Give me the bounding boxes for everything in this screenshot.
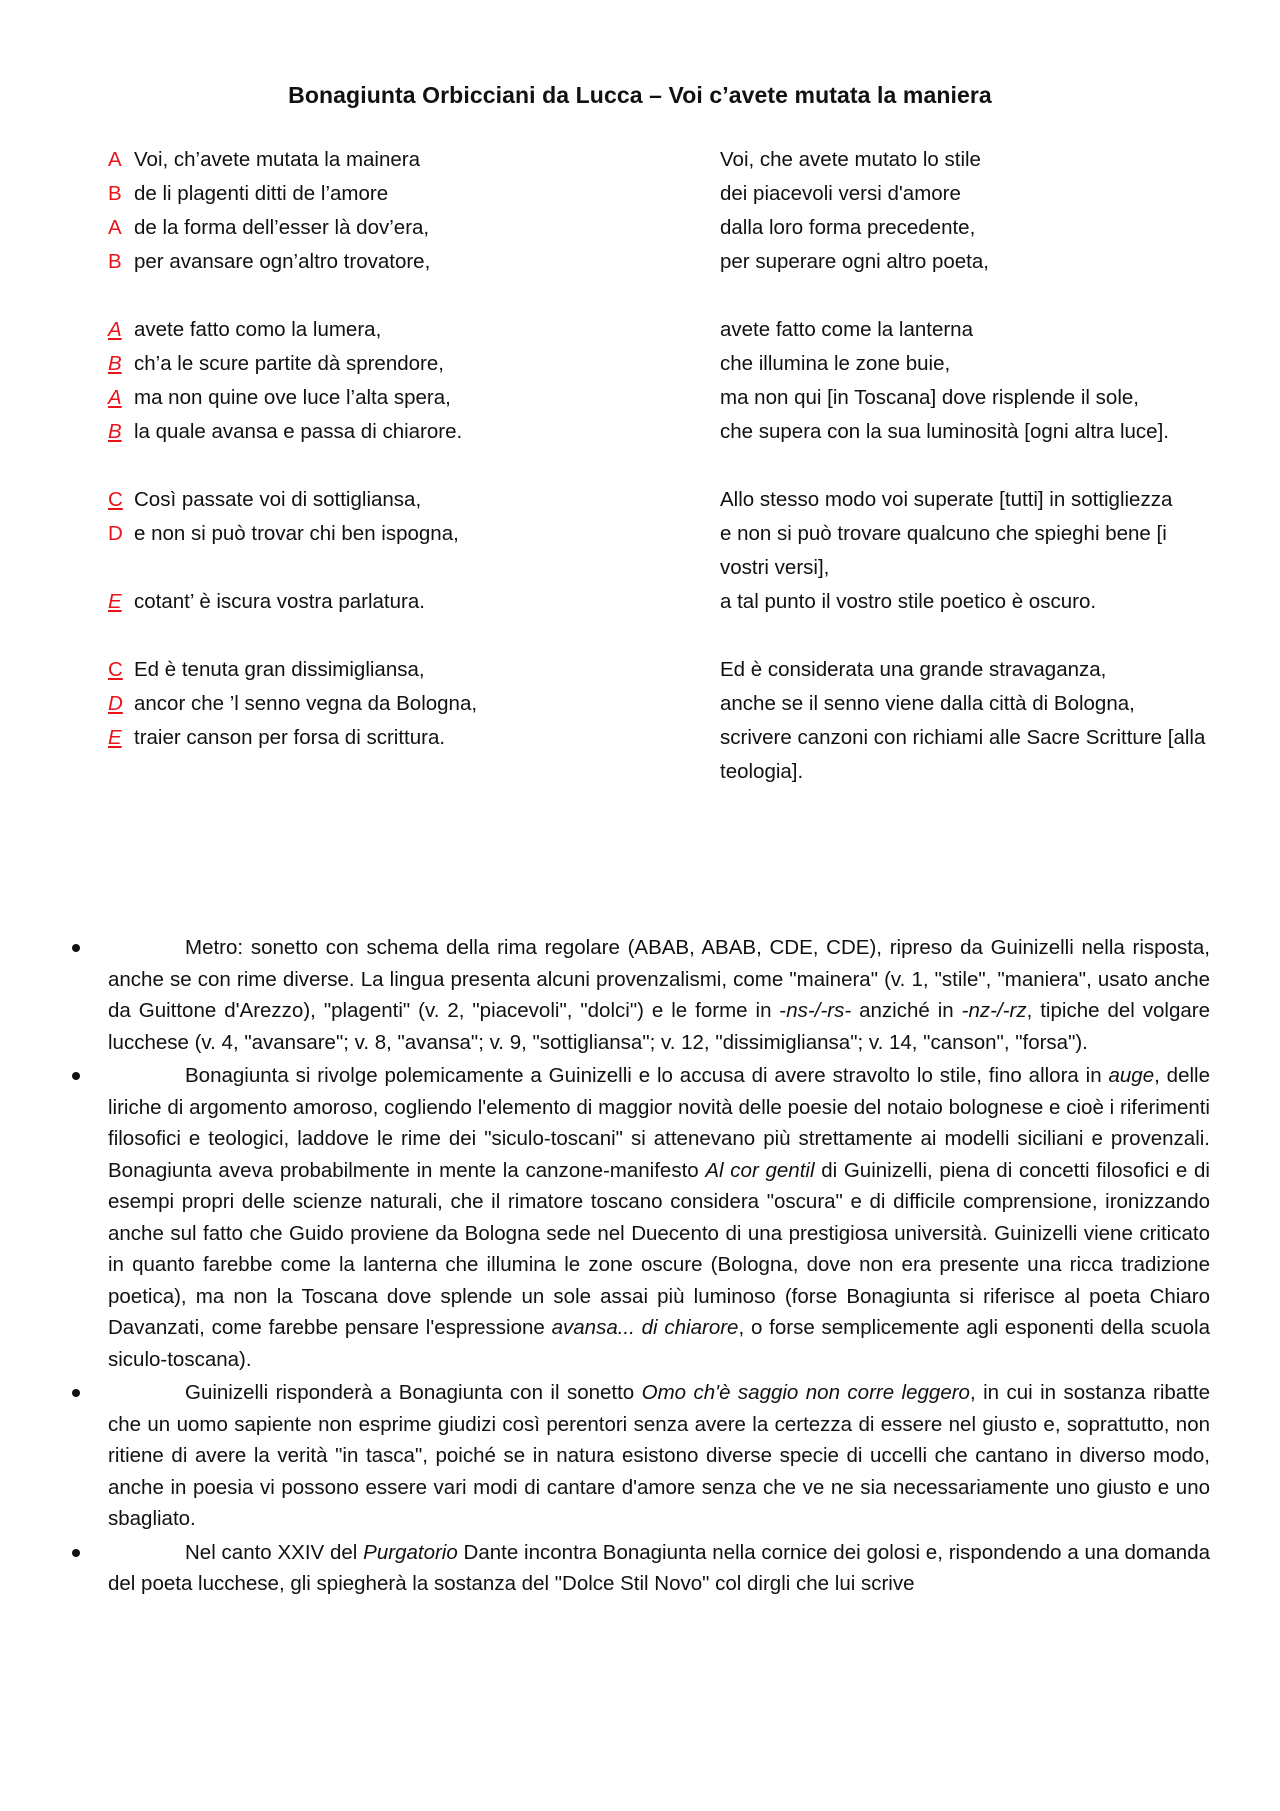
translation-line: per superare ogni altro poeta,: [720, 250, 989, 273]
verse-line: [108, 313, 720, 347]
rhyme-label: A: [108, 318, 122, 341]
verse-text: de li plagenti ditti de l’amore: [134, 182, 389, 205]
rhyme-label: A: [108, 386, 122, 409]
commentary-item: [72, 932, 1210, 1058]
document-title: Bonagiunta Orbicciani da Lucca – Voi c’avete mutata la maniera: [288, 82, 992, 108]
translation-line: a tal punto il vostro stile poetico è oscuro.: [720, 590, 1097, 613]
verse-text: e non si può trovar chi ben ispogna,: [134, 522, 459, 545]
translation-line: avete fatto come la lanterna: [720, 318, 973, 341]
translation-column: [720, 653, 1218, 789]
translation-line: dalla loro forma precedente,: [720, 216, 976, 239]
translation-line: dei piacevoli versi d'amore: [720, 182, 961, 205]
stanza-3: [108, 483, 1218, 619]
translation-line: che supera con la sua luminosità [ogni altra luce].: [720, 420, 1169, 443]
verse-text: avete fatto como la lumera,: [134, 318, 382, 341]
translation-line: scrivere canzoni con richiami alle Sacre Scritture [alla teologia].: [720, 726, 1206, 783]
stanza-1: [108, 143, 1218, 279]
verse-line: [108, 585, 720, 619]
translation-line: che illumina le zone buie,: [720, 352, 951, 375]
rhyme-label: D: [108, 692, 123, 715]
stanza-2: [108, 313, 1218, 449]
commentary-paragraph: Nel canto XXIV del Purgatorio Dante incontra Bonagiunta nella cornice dei golosi e, rispondendo a una domanda del poeta lucchese, gli spiegherà la sostanza del "Dolce Stil Novo" col dirgli che lui scrive: [108, 1540, 1211, 1595]
bullet-icon: [72, 1072, 80, 1080]
commentary-item: [72, 1377, 1210, 1535]
commentary-paragraph: Bonagiunta si rivolge polemicamente a Guinizelli e lo accusa di avere stravolto lo stile, fino allora in auge, delle liriche di argomento amoroso, cogliendo l'elemento di maggior novità delle poesie del notaio bolognese e cioè i riferimenti filosofici e teologici, laddove le rime dei "siculo-toscani" si attenevano più strettamente ai modelli siciliani e provenzali. Bonagiunta aveva probabilmente in mente la canzone-manifesto Al cor gentil di Guinizelli, piena di concetti filosofici e di esempi propri delle scienze naturali, che il rimatore toscano considera "oscura" e di difficile comprensione, ironizzando anche sul fatto che Guido proviene da Bologna sede nel Duecento di una prestigiosa università. Guinizelli viene criticato in quanto farebbe come la lanterna che illumina le zone oscure (Bologna, dove non era presente una ricca tradizione poetica), ma non la Toscana dove splende un sole assai più luminoso (forse Bonagiunta si riferisce al poeta Chiaro Davanzati, come farebbe pensare l'espressione avansa... di chiarore, o forse semplicemente agli esponenti della scuola siculo-toscana).: [108, 1064, 1211, 1371]
rhyme-label: E: [108, 590, 122, 613]
verse-row: [108, 585, 1218, 619]
translation-line: Allo stesso modo voi superate [tutti] in sottigliezza: [720, 488, 1173, 511]
translation-column: [720, 313, 1218, 449]
original-column: [108, 313, 720, 449]
verse-row: [108, 483, 1218, 517]
verse-text: ch’a le scure partite dà sprendore,: [134, 352, 444, 375]
translation-line: anche se il senno viene dalla città di Bologna,: [720, 692, 1135, 715]
translation-line: e non si può trovare qualcuno che spieghi bene [i vostri versi],: [720, 522, 1167, 579]
rhyme-label: B: [108, 352, 122, 375]
rhyme-label: D: [108, 522, 123, 545]
verse-line: [108, 653, 720, 687]
verse-text: de la forma dell’esser là dov’era,: [134, 216, 430, 239]
stanza-4: [108, 653, 1218, 789]
verse-text: cotant’ è iscura vostra parlatura.: [134, 590, 425, 613]
verse-text: ancor che ’l senno vegna da Bologna,: [134, 692, 478, 715]
verse-line: [108, 211, 720, 245]
verse-line: [108, 245, 720, 279]
rhyme-label: A: [108, 216, 122, 239]
verse-text: Ed è tenuta gran dissimigliansa,: [134, 658, 425, 681]
bullet-icon: [72, 1549, 80, 1557]
rhyme-label: B: [108, 420, 122, 443]
commentary-list: [72, 932, 1210, 1602]
verse-line: [108, 415, 720, 449]
verse-text: per avansare ogn’altro trovatore,: [134, 250, 431, 273]
original-column: [108, 143, 720, 279]
verse-line: [108, 687, 720, 721]
rhyme-label: E: [108, 726, 122, 749]
translation-column: [720, 143, 1218, 279]
verse-line: [108, 143, 720, 177]
verse-line: [108, 381, 720, 415]
verse-text: Così passate voi di sottigliansa,: [134, 488, 422, 511]
rhyme-label: B: [108, 182, 122, 205]
verse-line: [108, 177, 720, 211]
rhyme-label: B: [108, 250, 122, 273]
translation-line: ma non qui [in Toscana] dove risplende il sole,: [720, 386, 1139, 409]
bullet-icon: [72, 944, 80, 952]
commentary-paragraph: Metro: sonetto con schema della rima regolare (ABAB, ABAB, CDE, CDE), ripreso da Guinizelli nella risposta, anche se con rime diverse. La lingua presenta alcuni provenzalismi, come "mainera" (v. 1, "stile", "maniera", usato anche da Guittone d'Arezzo), "plagenti" (v. 2, "piacevoli", "dolci") e le forme in -ns-/-rs- anziché in -nz-/-rz, tipiche del volgare lucchese (v. 4, "avansare"; v. 8, "avansa"; v. 9, "sottigliansa"; v. 12, "dissimigliansa"; v. 14, "canson", "forsa").: [108, 936, 1210, 1054]
verse-line: [108, 347, 720, 381]
bullet-icon: [72, 1389, 80, 1397]
original-column: [108, 653, 720, 789]
commentary-item: [72, 1060, 1210, 1375]
commentary-item: [72, 1537, 1210, 1600]
verse-line: [108, 517, 720, 551]
rhyme-label: C: [108, 488, 123, 511]
verse-text: Voi, ch’avete mutata la mainera: [134, 148, 421, 171]
translation-line: Ed è considerata una grande stravaganza,: [720, 658, 1107, 681]
verse-text: ma non quine ove luce l’alta spera,: [134, 386, 451, 409]
rhyme-label: C: [108, 658, 123, 681]
verse-text: traier canson per forsa di scrittura.: [134, 726, 446, 749]
poem-table: [108, 143, 1218, 823]
verse-row: [108, 517, 1218, 585]
rhyme-label: A: [108, 148, 122, 171]
commentary-paragraph: Guinizelli risponderà a Bonagiunta con il sonetto Omo ch'è saggio non corre leggero, in cui in sostanza ribatte che un uomo sapiente non esprime giudizi così perentori senza avere la certezza di essere nel giusto e, soprattutto, non ritiene di avere la verità "in tasca", poiché se in natura esistono diverse specie di uccelli che cantano in diverso modo, anche in poesia vi possono essere vari modi di cantare d'amore senza che ve ne sia necessariamente uno giusto e uno sbagliato.: [108, 1381, 1210, 1530]
verse-line: [108, 721, 720, 755]
verse-line: [108, 483, 720, 517]
verse-text: la quale avansa e passa di chiarore.: [134, 420, 463, 443]
translation-line: Voi, che avete mutato lo stile: [720, 148, 981, 171]
